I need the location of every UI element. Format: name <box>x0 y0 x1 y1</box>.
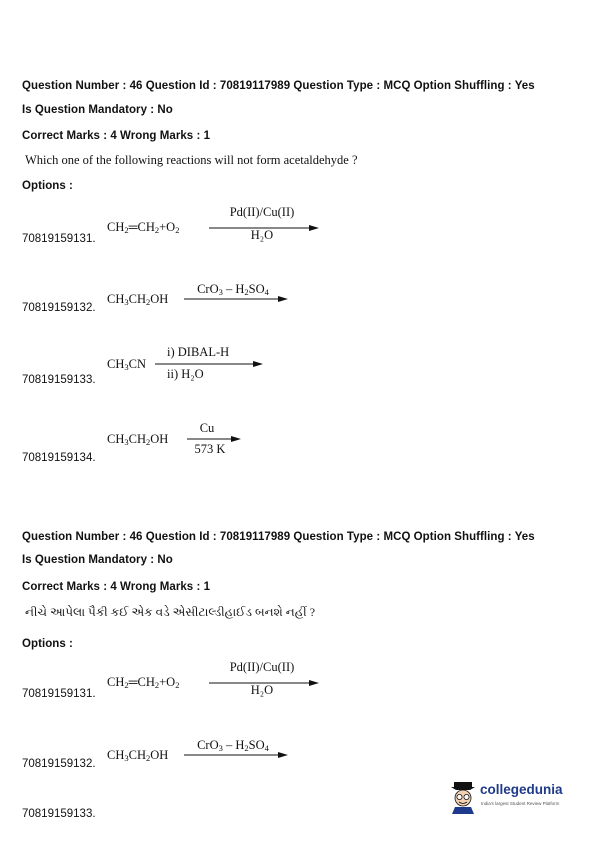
reagent-above: i) DIBAL-H <box>167 345 230 359</box>
reagent-above: Cu <box>199 421 215 435</box>
reagent-above: $CrO_3 - H_2SO_4$ <box>197 738 269 753</box>
option-id: 70819159134. <box>22 452 96 464</box>
mandatory-line: Is Question Mandatory : No <box>22 554 173 566</box>
reagent-below: 573 K <box>194 442 226 456</box>
question-header: Question Number : 46 Question Id : 70819117989 Question Type : MCQ Option Shuffling : Yes <box>22 80 535 92</box>
options-label: Options : <box>22 180 73 192</box>
option-id: 70819159131. <box>22 688 96 700</box>
question-text: Which one of the following reactions will not form acetaldehyde ? <box>25 153 358 167</box>
collegedunia-logo <box>448 780 573 816</box>
reagent-below: H₂O <box>250 683 274 697</box>
option-id: 70819159133. <box>22 808 96 820</box>
question-text: નીચે આપેલા પૈકી કઈ એક વડે એસીટાલ્ડીહાઈડ બનશે નહીં ? <box>25 605 316 619</box>
reaction-arrow <box>184 295 288 303</box>
mandatory-line: Is Question Mandatory : No <box>22 104 173 116</box>
logo-wordmark: collegedunia <box>480 782 563 797</box>
option-id: 70819159132. <box>22 758 96 770</box>
reagent-above: Pd(II)/Cu(II) <box>229 205 295 219</box>
question-header: Question Number : 46 Question Id : 70819117989 Question Type : MCQ Option Shuffling : Yes <box>22 531 535 543</box>
reagent-above: Pd(II)/Cu(II) <box>229 660 295 674</box>
marks-line: Correct Marks : 4 Wrong Marks : 1 <box>22 581 211 593</box>
option-id: 70819159133. <box>22 374 96 386</box>
student-mascot-icon <box>448 780 478 814</box>
reagent-above: $CrO_3 - H_2SO_4$ <box>197 282 269 297</box>
reagent-below: H₂O <box>250 228 274 242</box>
marks-line: Correct Marks : 4 Wrong Marks : 1 <box>22 130 211 142</box>
logo-tagline: India's largest Student Review Platform <box>481 801 560 806</box>
option-id: 70819159131. <box>22 233 96 245</box>
option-id: 70819159132. <box>22 302 96 314</box>
reaction-arrow <box>184 751 288 759</box>
options-label: Options : <box>22 638 73 650</box>
reagent-below: ii) H₂O <box>167 367 204 381</box>
